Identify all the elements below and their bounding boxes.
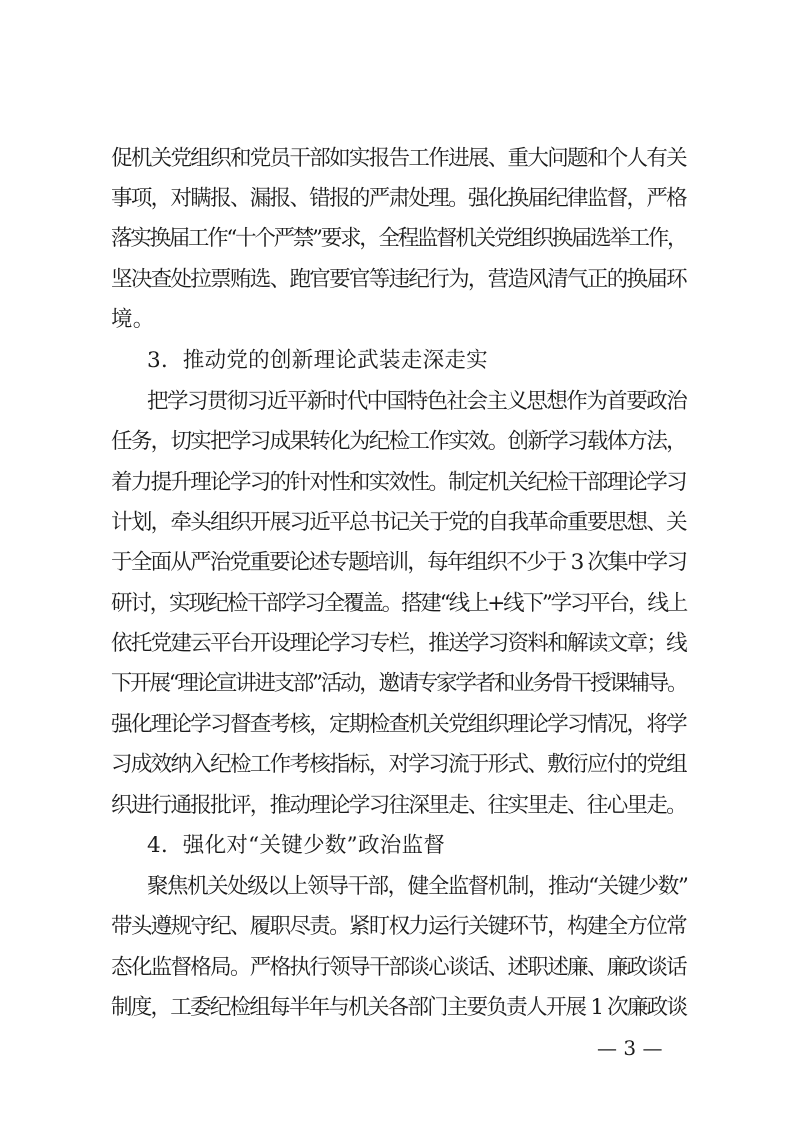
body-text-line: 习成效纳入纪检工作考核指标，对学习流于形式、敷衍应付的党组 bbox=[111, 752, 686, 777]
body-text-line: 境。 bbox=[111, 307, 155, 332]
body-text-line: 于全面从严治党重要论述专题培训，每年组织不少于 3 次集中学习 bbox=[111, 550, 686, 575]
body-text-line: 态化监督格局。严格执行领导干部谈心谈话、述职述廉、廉政谈话 bbox=[111, 955, 686, 980]
body-text-line: 坚决查处拉票贿选、跑官要官等违纪行为，营造风清气正的换届环 bbox=[111, 267, 686, 292]
section-heading: 3．推动党的创新理论武装走深走实 bbox=[147, 348, 488, 373]
body-text-line: 研讨，实现纪检干部学习全覆盖。搭建“线上+线下”学习平台，线上 bbox=[111, 591, 686, 616]
body-text-line: 促机关党组织和党员干部如实报告工作进展、重大问题和个人有关 bbox=[111, 146, 686, 171]
body-text-line: 织进行通报批评，推动理论学习往深里走、往实里走、往心里走。 bbox=[111, 793, 686, 818]
paragraph-first-line: 把学习贯彻习近平新时代中国特色社会主义思想作为首要政治 bbox=[147, 389, 686, 414]
body-text-line: 下开展“理论宣讲进支部”活动，邀请专家学者和业务骨干授课辅导。 bbox=[111, 671, 686, 696]
body-text-line: 强化理论学习督查考核，定期检查机关党组织理论学习情况，将学 bbox=[111, 712, 686, 737]
body-text-line: 着力提升理论学习的针对性和实效性。制定机关纪检干部理论学习 bbox=[111, 470, 686, 495]
body-text-line: 任务，切实把学习成果转化为纪检工作实效。创新学习载体方法， bbox=[111, 429, 686, 454]
body-text-line: 带头遵规守纪、履职尽责。紧盯权力运行关键环节，构建全方位常 bbox=[111, 914, 686, 939]
body-text-line: 计划，牵头组织开展习近平总书记关于党的自我革命重要思想、关 bbox=[111, 510, 686, 535]
body-text-line: 制度，工委纪检组每半年与机关各部门主要负责人开展 1 次廉政谈 bbox=[111, 995, 686, 1020]
section-heading: 4．强化对“关键少数”政治监督 bbox=[147, 833, 446, 858]
body-text-line: 依托党建云平台开设理论学习专栏，推送学习资料和解读文章；线 bbox=[111, 631, 686, 656]
body-text-line: 落实换届工作“十个严禁”要求，全程监督机关党组织换届选举工作， bbox=[111, 226, 686, 251]
body-text-line: 事项，对瞒报、漏报、错报的严肃处理。强化换届纪律监督，严格 bbox=[111, 186, 686, 211]
page-number: — 3 — bbox=[597, 1036, 663, 1060]
paragraph-first-line: 聚焦机关处级以上领导干部，健全监督机制，推动“关键少数” bbox=[147, 874, 688, 899]
